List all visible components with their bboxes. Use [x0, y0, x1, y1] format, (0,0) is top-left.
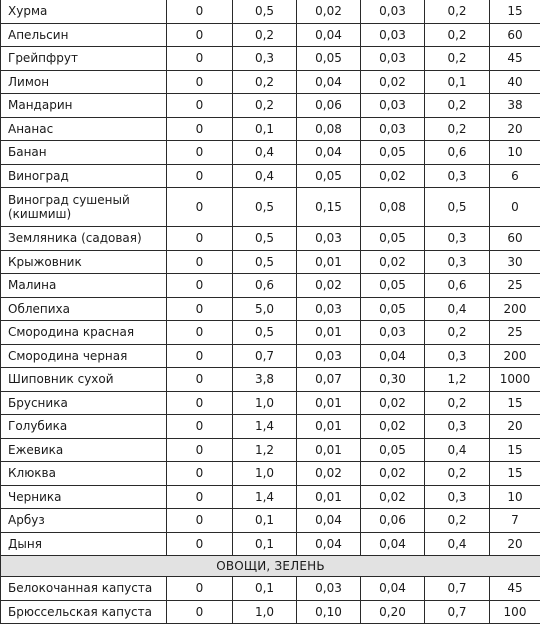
- value-cell: 0,05: [361, 438, 425, 462]
- value-cell: 0,08: [297, 117, 361, 141]
- value-cell: 0,06: [297, 94, 361, 118]
- value-cell: 0: [167, 415, 233, 439]
- value-cell: 0,2: [233, 23, 297, 47]
- value-cell: 1,0: [233, 600, 297, 624]
- product-name-cell: Брусника: [1, 391, 167, 415]
- table-row: [1, 164, 540, 188]
- value-cell: 0,3: [425, 485, 490, 509]
- value-cell: 0,05: [297, 47, 361, 71]
- value-cell: 60: [490, 23, 540, 47]
- value-cell: 0,02: [297, 274, 361, 298]
- value-cell: 0,03: [297, 344, 361, 368]
- table-row: [1, 297, 540, 321]
- table-row: [1, 415, 540, 439]
- value-cell: 25: [490, 274, 540, 298]
- value-cell: 0,2: [233, 70, 297, 94]
- value-cell: 0,3: [425, 250, 490, 274]
- value-cell: 0,2: [425, 117, 490, 141]
- value-cell: 0,4: [425, 532, 490, 556]
- product-name-cell: Виноград: [1, 164, 167, 188]
- value-cell: 100: [490, 600, 540, 624]
- value-cell: 10: [490, 485, 540, 509]
- value-cell: 0,5: [233, 321, 297, 345]
- value-cell: 0,01: [297, 415, 361, 439]
- value-cell: 15: [490, 462, 540, 486]
- value-cell: 0,02: [361, 250, 425, 274]
- value-cell: 0,05: [361, 141, 425, 165]
- value-cell: 45: [490, 47, 540, 71]
- value-cell: 0,03: [361, 117, 425, 141]
- value-cell: 0: [167, 274, 233, 298]
- value-cell: 0,2: [425, 94, 490, 118]
- product-name-cell: Белокочанная капуста: [1, 577, 167, 601]
- value-cell: 0,02: [361, 164, 425, 188]
- product-name-cell: Хурма: [1, 0, 167, 23]
- value-cell: 0,3: [233, 47, 297, 71]
- value-cell: 0,04: [297, 70, 361, 94]
- product-name-cell: Арбуз: [1, 509, 167, 533]
- value-cell: 30: [490, 250, 540, 274]
- product-name-cell: Лимон: [1, 70, 167, 94]
- value-cell: 0,03: [361, 47, 425, 71]
- value-cell: 0,2: [425, 462, 490, 486]
- value-cell: 0,03: [297, 577, 361, 601]
- value-cell: 0,1: [233, 509, 297, 533]
- value-cell: 0,05: [361, 227, 425, 251]
- value-cell: 0,5: [233, 227, 297, 251]
- product-name-cell: Банан: [1, 141, 167, 165]
- value-cell: 0: [167, 485, 233, 509]
- table-row: [1, 462, 540, 486]
- table-row: [1, 274, 540, 298]
- table-row: [1, 141, 540, 165]
- value-cell: 0: [167, 117, 233, 141]
- value-cell: 0,2: [425, 321, 490, 345]
- table-row: [1, 391, 540, 415]
- value-cell: 6: [490, 164, 540, 188]
- value-cell: 0,5: [233, 188, 297, 227]
- value-cell: 0,5: [425, 188, 490, 227]
- value-cell: 0,04: [297, 23, 361, 47]
- value-cell: 0,5: [233, 0, 297, 23]
- value-cell: 25: [490, 321, 540, 345]
- table-row: [1, 368, 540, 392]
- value-cell: 0: [167, 227, 233, 251]
- value-cell: 0: [490, 188, 540, 227]
- value-cell: 0: [167, 321, 233, 345]
- value-cell: 0,07: [297, 368, 361, 392]
- product-name-cell: Смородина черная: [1, 344, 167, 368]
- table-row: [1, 117, 540, 141]
- value-cell: 0,01: [297, 321, 361, 345]
- value-cell: 0: [167, 532, 233, 556]
- value-cell: 0,1: [233, 577, 297, 601]
- value-cell: 0,2: [425, 0, 490, 23]
- value-cell: 3,8: [233, 368, 297, 392]
- table-row: [1, 0, 540, 23]
- table-body: [1, 0, 540, 624]
- table-row: [1, 438, 540, 462]
- value-cell: 15: [490, 0, 540, 23]
- value-cell: 15: [490, 391, 540, 415]
- value-cell: 0,2: [425, 47, 490, 71]
- table-row: [1, 485, 540, 509]
- table-row: [1, 509, 540, 533]
- product-name-cell: Ананас: [1, 117, 167, 141]
- value-cell: 0,04: [361, 344, 425, 368]
- section-header-row: [1, 556, 540, 577]
- value-cell: 0: [167, 70, 233, 94]
- value-cell: 0: [167, 47, 233, 71]
- product-name-cell: Смородина красная: [1, 321, 167, 345]
- table-row: [1, 321, 540, 345]
- value-cell: 60: [490, 227, 540, 251]
- value-cell: 0,4: [233, 164, 297, 188]
- value-cell: 0,7: [425, 600, 490, 624]
- value-cell: 45: [490, 577, 540, 601]
- table-row: [1, 188, 540, 227]
- value-cell: 10: [490, 141, 540, 165]
- value-cell: 200: [490, 297, 540, 321]
- value-cell: 0,2: [425, 23, 490, 47]
- value-cell: 0,03: [361, 321, 425, 345]
- value-cell: 0,02: [361, 415, 425, 439]
- value-cell: 0: [167, 438, 233, 462]
- value-cell: 0: [167, 509, 233, 533]
- value-cell: 0: [167, 188, 233, 227]
- table-row: [1, 532, 540, 556]
- value-cell: 0,1: [425, 70, 490, 94]
- value-cell: 0,15: [297, 188, 361, 227]
- value-cell: 0,05: [361, 274, 425, 298]
- value-cell: 1,4: [233, 415, 297, 439]
- product-name-cell: Земляника (садовая): [1, 227, 167, 251]
- value-cell: 0: [167, 462, 233, 486]
- value-cell: 0,02: [361, 485, 425, 509]
- value-cell: 0,04: [361, 532, 425, 556]
- product-name-cell: Мандарин: [1, 94, 167, 118]
- value-cell: 1,2: [425, 368, 490, 392]
- value-cell: 0,01: [297, 438, 361, 462]
- value-cell: 0,1: [233, 117, 297, 141]
- value-cell: 0: [167, 391, 233, 415]
- value-cell: 0,4: [425, 438, 490, 462]
- value-cell: 0,01: [297, 485, 361, 509]
- value-cell: 7: [490, 509, 540, 533]
- value-cell: 0,02: [361, 391, 425, 415]
- table-row: [1, 577, 540, 601]
- value-cell: 0: [167, 577, 233, 601]
- product-name-cell: Голубика: [1, 415, 167, 439]
- value-cell: 5,0: [233, 297, 297, 321]
- product-name-cell: Малина: [1, 274, 167, 298]
- value-cell: 15: [490, 438, 540, 462]
- value-cell: 0,2: [425, 509, 490, 533]
- value-cell: 0,3: [425, 415, 490, 439]
- value-cell: 0,2: [233, 94, 297, 118]
- value-cell: 40: [490, 70, 540, 94]
- value-cell: 0,02: [361, 462, 425, 486]
- value-cell: 0,06: [361, 509, 425, 533]
- value-cell: 0,01: [297, 250, 361, 274]
- value-cell: 0,5: [233, 250, 297, 274]
- product-name-cell: Шиповник сухой: [1, 368, 167, 392]
- value-cell: 0,4: [425, 297, 490, 321]
- value-cell: 1,2: [233, 438, 297, 462]
- value-cell: 20: [490, 117, 540, 141]
- value-cell: 0,04: [361, 577, 425, 601]
- value-cell: 0,6: [233, 274, 297, 298]
- table-row: [1, 23, 540, 47]
- value-cell: 0,7: [425, 577, 490, 601]
- product-name-cell: Виноград сушеный (кишмиш): [1, 188, 167, 227]
- value-cell: 0,02: [297, 462, 361, 486]
- value-cell: 0: [167, 94, 233, 118]
- value-cell: 0,03: [297, 297, 361, 321]
- value-cell: 0: [167, 141, 233, 165]
- product-name-cell: Брюссельская капуста: [1, 600, 167, 624]
- value-cell: 1,0: [233, 462, 297, 486]
- section-title: ОВОЩИ, ЗЕЛЕНЬ: [1, 556, 540, 577]
- value-cell: 0,08: [361, 188, 425, 227]
- value-cell: 0: [167, 344, 233, 368]
- product-name-cell: Грейпфрут: [1, 47, 167, 71]
- value-cell: 0,03: [361, 23, 425, 47]
- product-name-cell: Дыня: [1, 532, 167, 556]
- value-cell: 0,1: [233, 532, 297, 556]
- value-cell: 0,02: [297, 0, 361, 23]
- table-row: [1, 47, 540, 71]
- value-cell: 0,03: [297, 227, 361, 251]
- value-cell: 0,04: [297, 141, 361, 165]
- value-cell: 200: [490, 344, 540, 368]
- value-cell: 0,6: [425, 141, 490, 165]
- value-cell: 0,3: [425, 227, 490, 251]
- value-cell: 0,04: [297, 509, 361, 533]
- value-cell: 0: [167, 368, 233, 392]
- value-cell: 0,05: [297, 164, 361, 188]
- value-cell: 0: [167, 164, 233, 188]
- value-cell: 1000: [490, 368, 540, 392]
- value-cell: 0,3: [425, 344, 490, 368]
- value-cell: 0,4: [233, 141, 297, 165]
- value-cell: 0: [167, 600, 233, 624]
- value-cell: 0,3: [425, 164, 490, 188]
- value-cell: 0,02: [361, 70, 425, 94]
- value-cell: 0: [167, 297, 233, 321]
- value-cell: 20: [490, 415, 540, 439]
- value-cell: 0,03: [361, 94, 425, 118]
- value-cell: 0: [167, 0, 233, 23]
- value-cell: 0,7: [233, 344, 297, 368]
- value-cell: 0,05: [361, 297, 425, 321]
- product-name-cell: Облепиха: [1, 297, 167, 321]
- product-name-cell: Клюква: [1, 462, 167, 486]
- value-cell: 38: [490, 94, 540, 118]
- product-name-cell: Черника: [1, 485, 167, 509]
- value-cell: 0,10: [297, 600, 361, 624]
- value-cell: 0,04: [297, 532, 361, 556]
- product-name-cell: Крыжовник: [1, 250, 167, 274]
- value-cell: 0,2: [425, 391, 490, 415]
- product-name-cell: Апельсин: [1, 23, 167, 47]
- value-cell: 0,30: [361, 368, 425, 392]
- value-cell: 1,0: [233, 391, 297, 415]
- value-cell: 0: [167, 250, 233, 274]
- table-row: [1, 94, 540, 118]
- table-row: [1, 600, 540, 624]
- value-cell: 0,01: [297, 391, 361, 415]
- table-row: [1, 344, 540, 368]
- table-row: [1, 70, 540, 94]
- value-cell: 20: [490, 532, 540, 556]
- table-row: [1, 227, 540, 251]
- value-cell: 0,20: [361, 600, 425, 624]
- table-row: [1, 250, 540, 274]
- value-cell: 1,4: [233, 485, 297, 509]
- value-cell: 0,6: [425, 274, 490, 298]
- value-cell: 0: [167, 23, 233, 47]
- value-cell: 0,03: [361, 0, 425, 23]
- product-name-cell: Ежевика: [1, 438, 167, 462]
